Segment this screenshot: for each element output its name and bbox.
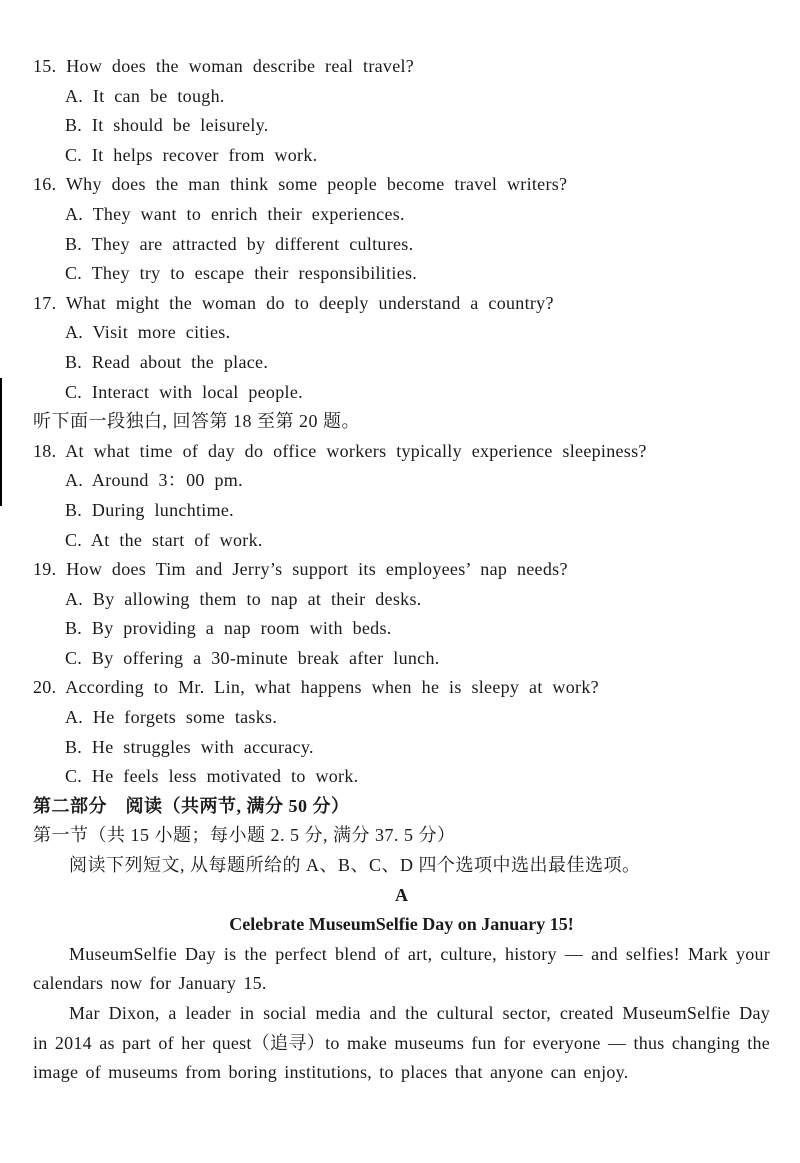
question-20-number: 20. — [33, 677, 57, 698]
question-19-number: 19. — [33, 559, 57, 580]
question-19 — [33, 555, 770, 673]
part2-header: 第二部分 阅读（共两节, 满分 50 分） — [33, 795, 350, 816]
question-17-stem: What might the woman do to deeply understand a country? — [65, 292, 554, 313]
question-20-option-b: B. He struggles with accuracy. — [65, 736, 314, 757]
question-17-option-c: C. Interact with local people. — [65, 381, 303, 402]
section1-header: 第一节（共 15 小题；每小题 2. 5 分, 满分 37. 5 分） — [33, 825, 456, 846]
question-16 — [33, 170, 770, 288]
question-15-line — [33, 52, 770, 82]
question-17-number: 17. — [33, 292, 57, 313]
question-20-option-c: C. He feels less motivated to work. — [65, 766, 359, 787]
question-15-number: 15. — [33, 56, 57, 76]
passage-label: A — [395, 884, 408, 905]
question-19-option-a: A. By allowing them to nap at their desks. — [65, 588, 422, 609]
question-18-option-b: B. During lunchtime. — [65, 499, 234, 520]
question-16-stem: Why does the man think some people become travel writers? — [65, 174, 568, 195]
question-18-line — [33, 437, 770, 467]
scan-artifact-line — [0, 378, 2, 506]
question-17-option-b: B. Read about the place. — [65, 351, 269, 372]
question-16-option-a: A. They want to enrich their experiences. — [65, 203, 405, 224]
question-17-line — [33, 289, 770, 319]
question-20-line — [33, 673, 770, 703]
question-18-stem: At what time of day do office workers typically experience sleepiness? — [65, 440, 647, 461]
monologue-direction: 听下面一段独白, 回答第 18 至第 20 题。 — [33, 411, 360, 432]
question-20-option-a: A. He forgets some tasks. — [65, 707, 278, 728]
question-20-stem: According to Mr. Lin, what happens when he is sleepy at work? — [65, 677, 599, 698]
question-20 — [33, 673, 770, 791]
question-15-option-a: A. It can be tough. — [65, 85, 225, 106]
question-19-option-c: C. By offering a 30-minute break after lunch. — [65, 647, 440, 668]
reading-instruction: 阅读下列短文, 从每题所给的 A、B、C、D 四个选项中选出最佳选项。 — [69, 855, 641, 876]
passage-paragraph-2: Mar Dixon, a leader in social media and the cultural sector, created MuseumSelfie Day in 2014 as part of her quest（追寻）to make museums fun for everyone — thus changing the image of museums from boring institutions, to places that anyone can enjoy. — [33, 1003, 770, 1083]
question-15-option-b: B. It should be leisurely. — [65, 115, 269, 136]
question-18-number: 18. — [33, 440, 57, 461]
question-15-option-c: C. It helps recover from work. — [65, 144, 318, 165]
question-16-line — [33, 170, 770, 200]
question-18-option-a: A. Around 3：00 pm. — [65, 470, 243, 491]
question-17-option-a: A. Visit more cities. — [65, 322, 231, 343]
passage-title: Celebrate MuseumSelfie Day on January 15! — [229, 914, 574, 935]
question-17 — [33, 289, 770, 407]
question-15-stem: How does the woman describe real travel? — [66, 56, 415, 76]
question-19-line — [33, 555, 770, 585]
passage-paragraph-1: MuseumSelfie Day is the perfect blend of art, culture, history — and selfies! Mark your calendars now for January 15. — [33, 943, 770, 994]
question-18 — [33, 437, 770, 555]
question-18-option-c: C. At the start of work. — [65, 529, 263, 550]
question-19-option-b: B. By providing a nap room with beds. — [65, 618, 392, 639]
question-16-option-c: C. They try to escape their responsibilities. — [65, 263, 418, 284]
question-15 — [33, 52, 770, 170]
question-16-option-b: B. They are attracted by different cultures. — [65, 233, 414, 254]
question-16-number: 16. — [33, 174, 57, 195]
question-19-stem: How does Tim and Jerry’s support its employees’ nap needs? — [66, 559, 568, 580]
